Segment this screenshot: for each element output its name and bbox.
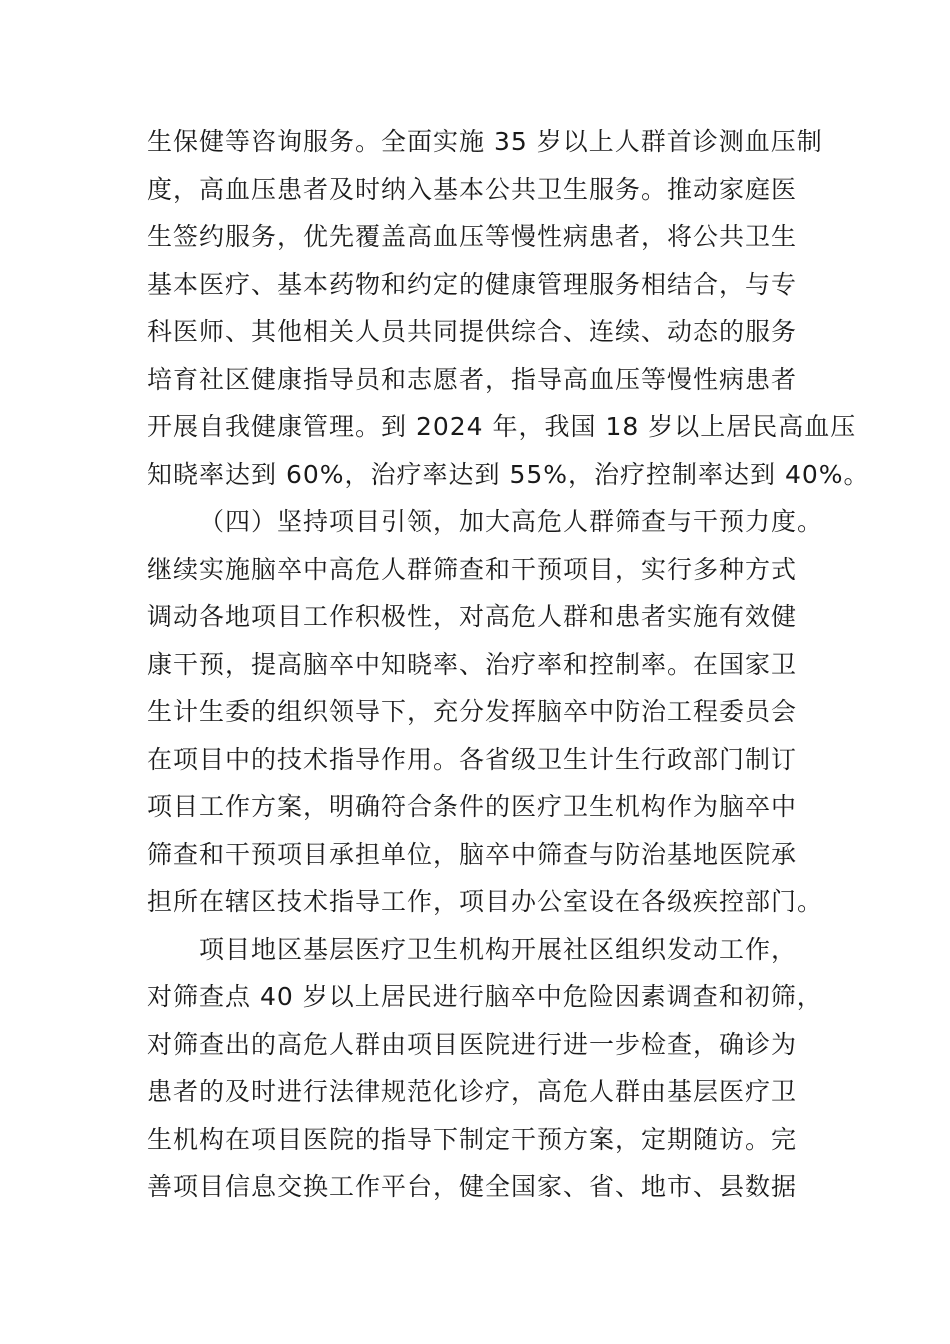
text-line: 知晓率达到 60%，治疗率达到 55%，治疗控制率达到 40%。 <box>147 459 870 489</box>
text-line: 康干预，提高脑卒中知晓率、治疗率和控制率。在国家卫 <box>147 649 798 679</box>
text-line: 筛查和干预项目承担单位，脑卒中筛查与防治基地医院承 <box>147 839 798 869</box>
text-line: 担所在辖区技术指导工作，项目办公室设在各级疾控部门。 <box>147 887 824 916</box>
text-line: 生保健等咨询服务。全面实施 35 岁以上人群首诊测血压制 <box>147 127 823 156</box>
text-line: 生签约服务，优先覆盖高血压等慢性病患者，将公共卫生 <box>147 222 798 251</box>
text-line: 对筛查出的高危人群由项目医院进行进一步检查，确诊为 <box>147 1029 798 1059</box>
text-line: 生计生委的组织领导下，充分发挥脑卒中防治工程委员会 <box>147 697 798 726</box>
text-line: 善项目信息交换工作平台，健全国家、省、地市、县数据 <box>147 1172 798 1201</box>
text-line: 基本医疗、基本药物和约定的健康管理服务相结合，与专 <box>147 269 798 299</box>
text-line: 继续实施脑卒中高危人群筛查和干预项目，实行多种方式 <box>147 554 798 584</box>
text-line: 对筛查点 40 岁以上居民进行脑卒中危险因素调查和初筛， <box>147 982 823 1011</box>
text-line: 患者的及时进行法律规范化诊疗，高危人群由基层医疗卫 <box>147 1077 798 1106</box>
paragraph-start-line: 项目地区基层医疗卫生机构开展社区组织发动工作， <box>199 934 798 964</box>
body-text <box>147 118 870 1211</box>
text-line: 度，高血压患者及时纳入基本公共卫生服务。推动家庭医 <box>147 174 798 204</box>
text-line: 生机构在项目医院的指导下制定干预方案，定期随访。完 <box>147 1124 798 1154</box>
text-line: 调动各地项目工作积极性，对高危人群和患者实施有效健 <box>147 602 798 631</box>
section-heading: （四）坚持项目引领，加大高危人群筛查与干预力度。 <box>199 507 824 536</box>
text-line: 在项目中的技术指导作用。各省级卫生计生行政部门制订 <box>147 744 798 774</box>
text-line: 开展自我健康管理。到 2024 年，我国 18 岁以上居民高血压 <box>147 412 857 441</box>
text-line: 项目工作方案，明确符合条件的医疗卫生机构作为脑卒中 <box>147 792 798 821</box>
text-line: 培育社区健康指导员和志愿者，指导高血压等慢性病患者 <box>147 364 798 394</box>
text-line: 科医师、其他相关人员共同提供综合、连续、动态的服务 <box>147 317 798 346</box>
